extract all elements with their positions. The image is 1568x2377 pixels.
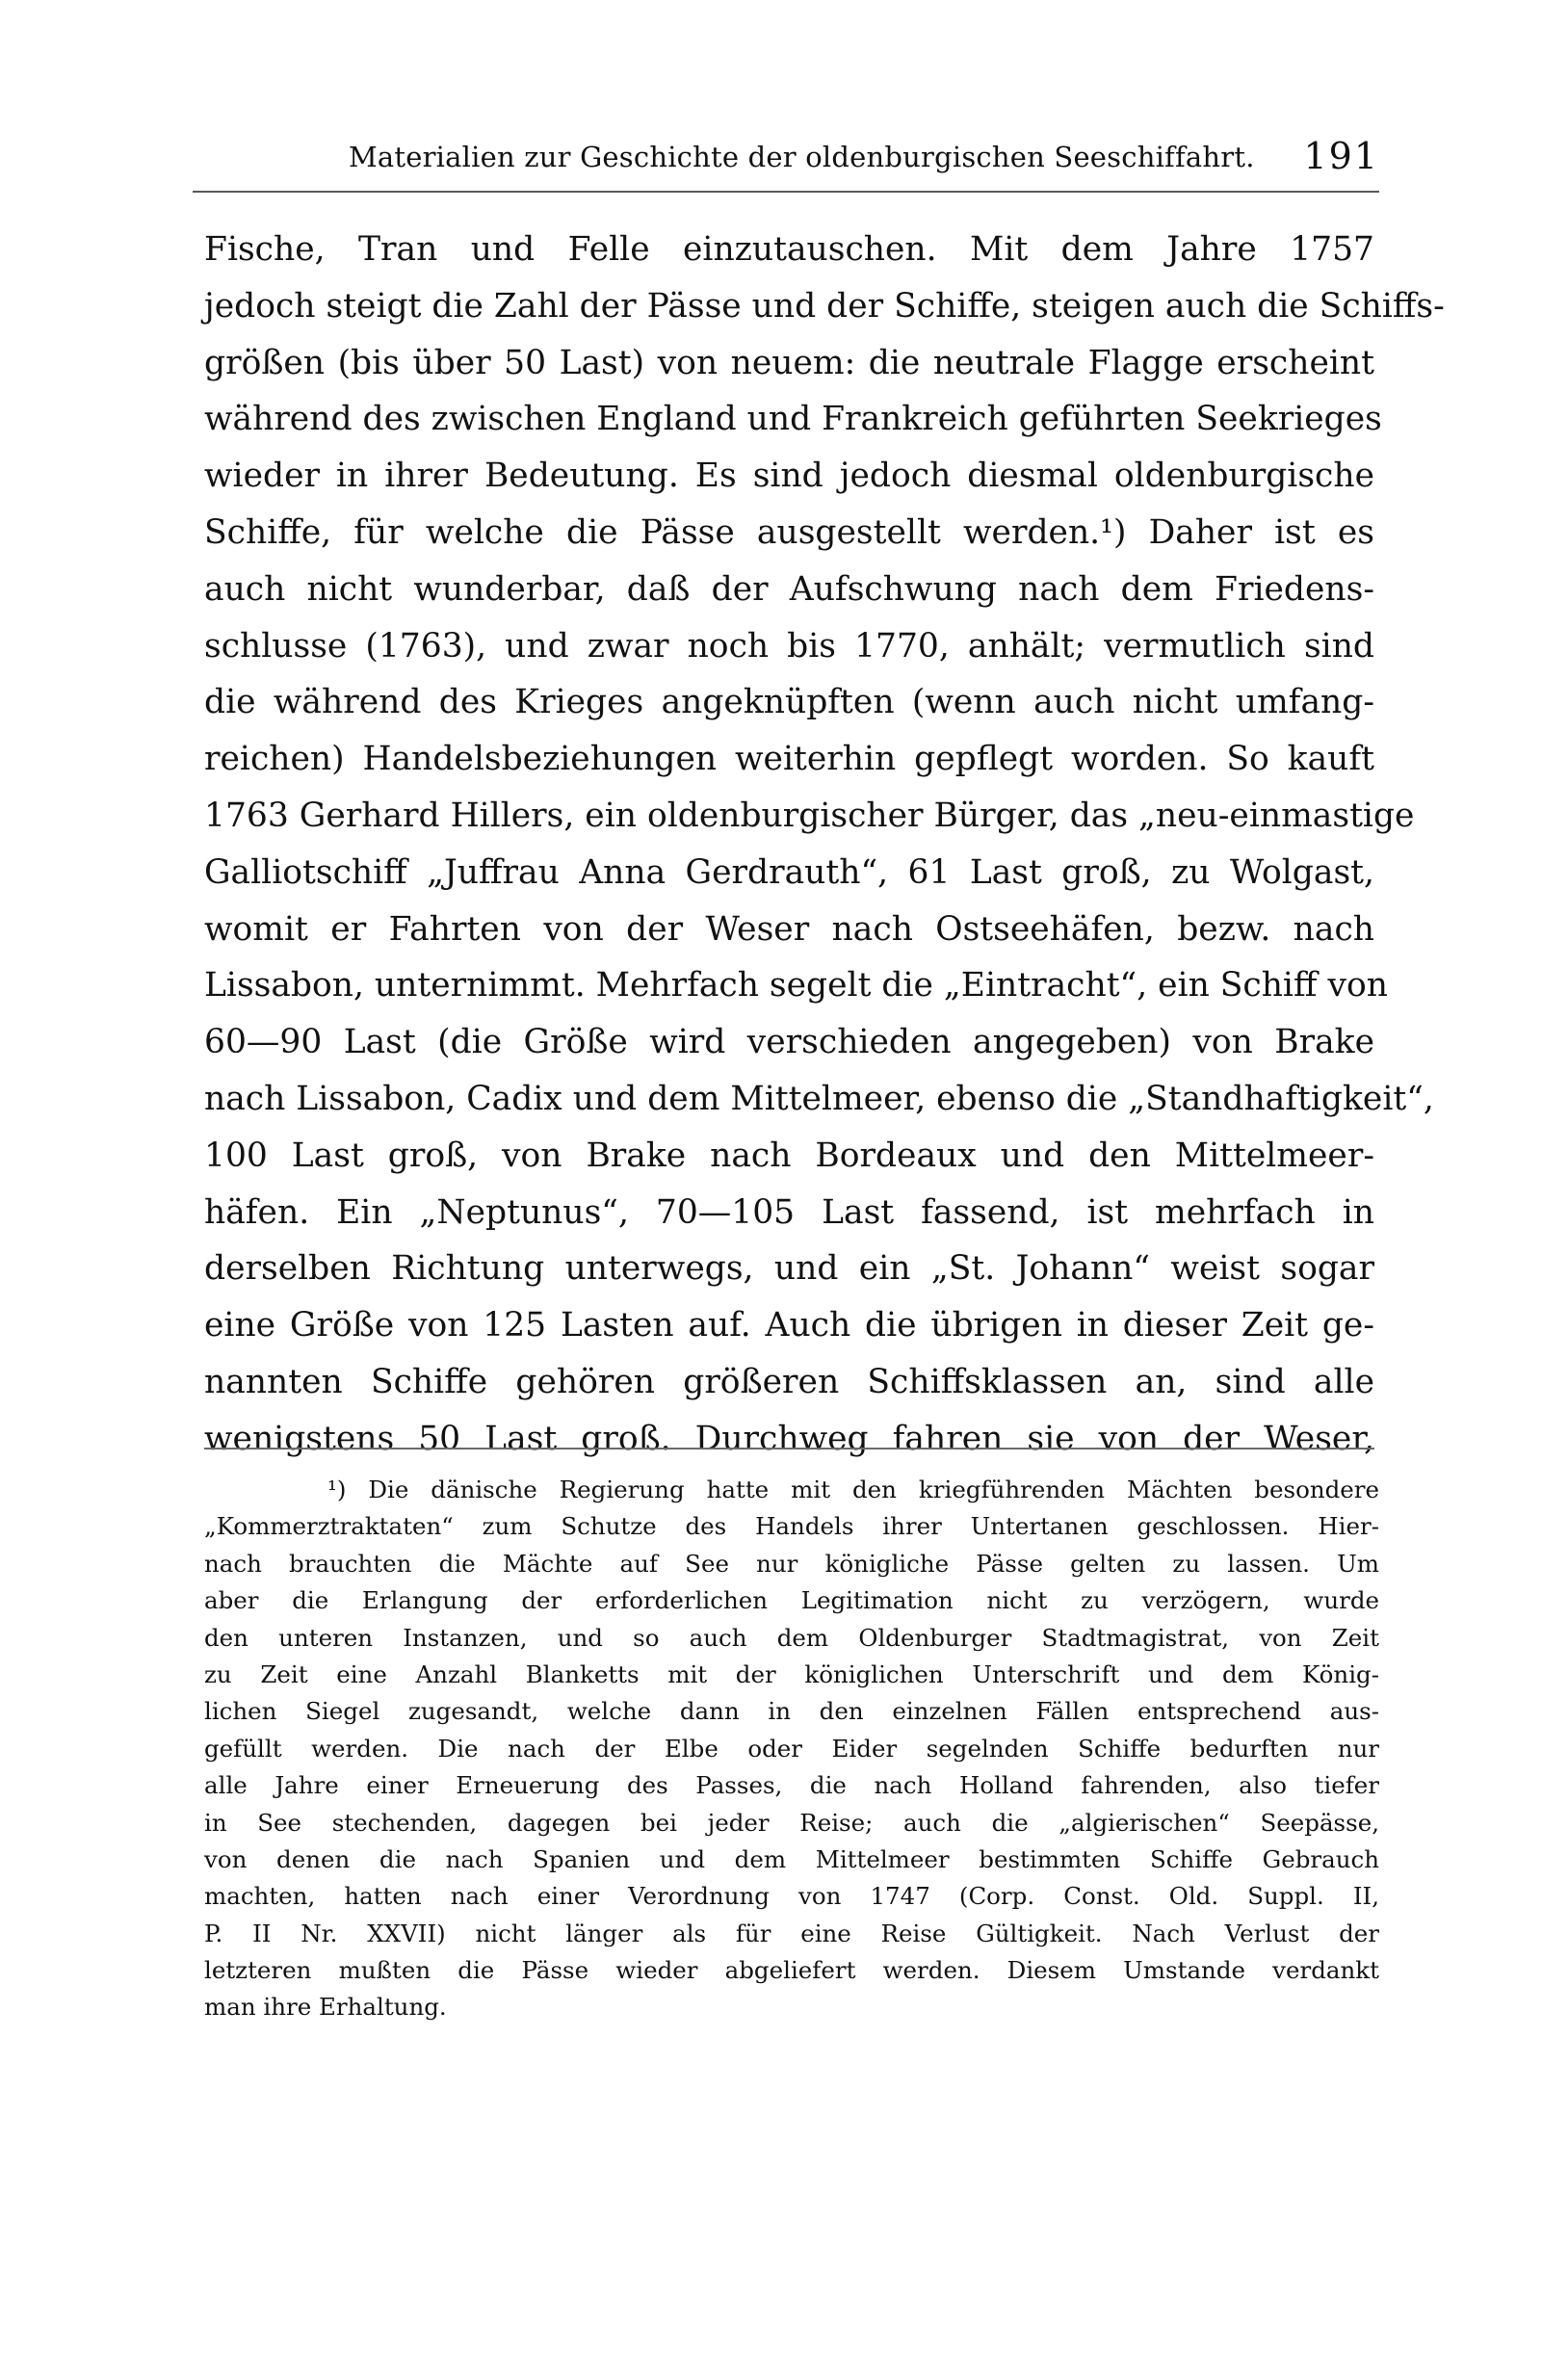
footnote-rule <box>204 1448 1374 1450</box>
text-line: eine Größe von 125 Lasten auf. Auch die übrigen in dieser Zeit ge- <box>204 1306 1374 1345</box>
running-title: Materialien zur Geschichte der oldenburgischen Seeschiffahrt. <box>349 141 1255 173</box>
text-line: nach Lissabon, Cadix und dem Mittelmeer, ebenso die „Standhaftigkeit“, <box>204 1079 1434 1118</box>
text-line: nannten Schiffe gehören größeren Schiffsklassen an, sind alle <box>204 1362 1374 1401</box>
text-line: 1763 Gerhard Hillers, ein oldenburgischer Bürger, das „neu-einmastige <box>204 796 1415 835</box>
text-line: schlusse (1763), und zwar noch bis 1770, anhält; vermutlich sind <box>204 626 1374 666</box>
page-header <box>204 133 1379 179</box>
footnote-line: von denen die nach Spanien und dem Mittelmeer bestimmten Schiffe Gebrauch <box>204 1844 1379 1873</box>
footnote-line: ¹) Die dänische Regierung hatte mit den kriegführenden Mächten besondere <box>327 1476 1379 1503</box>
main-text <box>204 222 1445 1468</box>
footnote-line: man ihre Erhaltung. <box>204 1993 447 2022</box>
text-line: reichen) Handelsbeziehungen weiterhin gepflegt worden. So kauft <box>204 740 1374 779</box>
footnote-line: den unteren Instanzen, und so auch dem Oldenburger Stadtmagistrat, von Zeit <box>204 1623 1379 1652</box>
text-line: Lissabon, unternimmt. Mehrfach segelt die „Eintracht“, ein Schiff von <box>204 966 1388 1006</box>
footnote-line: lichen Siegel zugesandt, welche dann in den einzelnen Fällen entsprechend aus- <box>204 1697 1379 1726</box>
text-line: jedoch steigt die Zahl der Pässe und der Schiffe, steigen auch die Schiffs- <box>204 286 1445 326</box>
text-line: 100 Last groß, von Brake nach Bordeaux und den Mittelmeer- <box>204 1136 1374 1175</box>
text-line: größen (bis über 50 Last) von neuem: die neutrale Flagge erscheint <box>204 343 1374 382</box>
text-line: wieder in ihrer Bedeutung. Es sind jedoch diesmal oldenburgische <box>204 457 1374 496</box>
footnote-line: aber die Erlangung der erforderlichen Legitimation nicht zu verzögern, wurde <box>204 1586 1379 1615</box>
text-line: während des zwischen England und Frankreich geführten Seekrieges <box>204 400 1382 439</box>
text-line: Schiffe, für welche die Pässe ausgestellt werden.¹) Daher ist es <box>204 512 1374 552</box>
text-line: häfen. Ein „Neptunus“, 70—105 Last fassend, ist mehrfach in <box>204 1192 1374 1232</box>
footnote-line: machten, hatten nach einer Verordnung von 1747 (Corp. Const. Old. Suppl. II, <box>204 1882 1379 1911</box>
page-number: 191 <box>1303 135 1379 177</box>
text-line: Galliotschiff „Juffrau Anna Gerdrauth“, 61 Last groß, zu Wolgast, <box>204 852 1374 892</box>
text-line: Fische, Tran und Felle einzutauschen. Mit dem Jahre 1757 <box>204 230 1374 269</box>
text-line: 60—90 Last (die Größe wird verschieden angegeben) von Brake <box>204 1023 1374 1062</box>
footnote-line: zu Zeit eine Anzahl Blanketts mit der königlichen Unterschrift und dem König- <box>204 1659 1379 1688</box>
footnote-line: „Kommerztraktaten“ zum Schutze des Handels ihrer Untertanen geschlossen. Hier- <box>204 1512 1379 1541</box>
footnote-line: in See stechenden, dagegen bei jeder Reise; auch die „algierischen“ Seepässe, <box>204 1808 1379 1837</box>
footnote-line: alle Jahre einer Erneuerung des Passes, die nach Holland fahrenden, also tiefer <box>204 1771 1379 1800</box>
footnote-line: P. II Nr. XXVII) nicht länger als für eine Reise Gültigkeit. Nach Verlust der <box>204 1919 1379 1947</box>
text-line: derselben Richtung unterwegs, und ein „St. Johann“ weist sogar <box>204 1249 1374 1289</box>
text-line: womit er Fahrten von der Weser nach Ostseehäfen, bezw. nach <box>204 909 1374 949</box>
text-line: auch nicht wunderbar, daß der Aufschwung nach dem Friedens- <box>204 569 1374 609</box>
text-line: wenigstens 50 Last groß. Durchweg fahren sie von der Weser, <box>204 1419 1374 1458</box>
footnote-line: letzteren mußten die Pässe wieder abgeliefert werden. Diesem Umstande verdankt <box>204 1956 1379 1985</box>
footnote <box>204 1472 1379 2026</box>
footnote-line: gefüllt werden. Die nach der Elbe oder Eider segelnden Schiffe bedurften nur <box>204 1734 1379 1763</box>
header-rule <box>193 191 1379 193</box>
footnote-line: nach brauchten die Mächte auf See nur königliche Pässe gelten zu lassen. Um <box>204 1549 1379 1578</box>
text-line: die während des Krieges angeknüpften (wenn auch nicht umfang- <box>204 683 1374 722</box>
